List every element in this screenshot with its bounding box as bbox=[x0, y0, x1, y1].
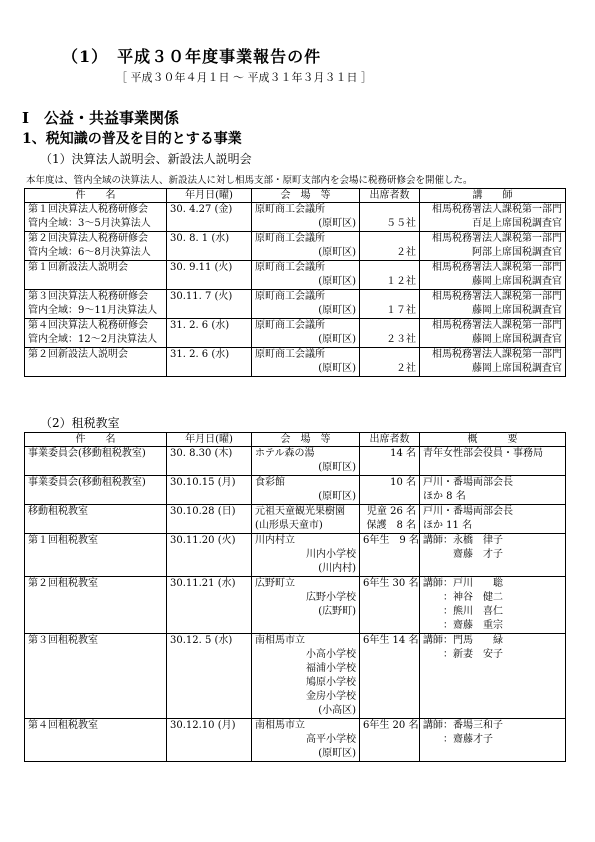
event-scope: 管内全域：9～11月決算法人 bbox=[28, 305, 158, 316]
summary-line: 講師：永橋 律子 bbox=[423, 535, 503, 546]
venue-line: 食彩館 bbox=[255, 477, 285, 488]
venue-line: 金房小学校 bbox=[306, 691, 356, 702]
lecturer-office: 相馬税務署法人課税第一部門 bbox=[432, 204, 562, 215]
venue-cell bbox=[252, 447, 360, 476]
venue-cell bbox=[252, 505, 360, 534]
lecturer-office: 相馬税務署法人課税第一部門 bbox=[432, 349, 562, 360]
table-row bbox=[25, 476, 566, 505]
table2-header-cell: 年月日(曜) bbox=[167, 433, 252, 447]
summary-line: 講師：門馬 緑 bbox=[423, 635, 503, 646]
venue-line: 広野小学校 bbox=[306, 592, 356, 603]
summary-line: 戸川・番場両部会長 bbox=[423, 477, 513, 488]
attendance-cell bbox=[360, 719, 420, 762]
summary-cell bbox=[420, 476, 566, 505]
event-name: 第２回決算法人税務研修会 bbox=[28, 233, 148, 244]
venue-line: (山形県天童市) bbox=[255, 520, 323, 531]
venue-cell bbox=[252, 203, 360, 232]
lecturer-cell bbox=[420, 290, 566, 319]
lecturer-cell bbox=[420, 348, 566, 377]
summary-line: ：齋藤 重宗 bbox=[423, 620, 503, 631]
table1-intro: 本年度は、管内全域の決算法人、新設法人に対し相馬支部・原町支部内を会場に税務研修会を開催した。 bbox=[26, 175, 473, 186]
venue-line: ホテル森の湯 bbox=[255, 448, 315, 459]
attendance-count: ２社 bbox=[396, 363, 416, 374]
table2-header-cell: 概 要 bbox=[420, 433, 566, 447]
attendance-count: １７社 bbox=[386, 305, 416, 316]
venue-line: (小高区) bbox=[318, 705, 356, 716]
table-row bbox=[25, 261, 566, 290]
attendance-cell bbox=[360, 348, 420, 377]
venue-area: (原町区) bbox=[318, 334, 356, 345]
table-row bbox=[25, 319, 566, 348]
class-name: 事業委員会(移動租税教室) bbox=[25, 476, 167, 505]
lecturer-name: 藤岡上席国税調査官 bbox=[472, 276, 562, 287]
summary-cell bbox=[420, 534, 566, 577]
venue-cell bbox=[252, 634, 360, 719]
table-row bbox=[25, 719, 566, 762]
venue-line: 南相馬市立 bbox=[255, 720, 305, 731]
venue-line: 川内小学校 bbox=[306, 549, 356, 560]
class-date: 30.10.15 (月) bbox=[167, 476, 252, 505]
venue-area: (原町区) bbox=[318, 276, 356, 287]
summary-line: ほか 11 名 bbox=[423, 520, 473, 531]
event-name-cell bbox=[25, 261, 167, 290]
table2-header-cell: 会 場 等 bbox=[252, 433, 360, 447]
attendance-line: 10 名 bbox=[390, 477, 416, 488]
table-row bbox=[25, 348, 566, 377]
table1-header-cell: 出席者数 bbox=[360, 189, 420, 203]
venue-area: (原町区) bbox=[318, 363, 356, 374]
venue-name: 原町商工会議所 bbox=[255, 320, 325, 331]
venue-area: (原町区) bbox=[318, 305, 356, 316]
lecturer-name: 藤岡上席国税調査官 bbox=[472, 334, 562, 345]
attendance-count: １２社 bbox=[386, 276, 416, 287]
report-title: （1） 平成３０年度事業報告の件 bbox=[62, 47, 322, 66]
event-name-cell bbox=[25, 319, 167, 348]
event-scope bbox=[28, 362, 163, 376]
class-date: 30.11.20 (火) bbox=[167, 534, 252, 577]
table-row bbox=[25, 634, 566, 719]
event-name: 第４回決算法人税務研修会 bbox=[28, 320, 148, 331]
attendance-cell bbox=[360, 319, 420, 348]
event-date: 30. 9.11 (火) bbox=[167, 261, 252, 290]
table1-header-cell: 会 場 等 bbox=[252, 189, 360, 203]
table2-title: （2）租税教室 bbox=[40, 416, 120, 430]
venue-line: 南相馬市立 bbox=[255, 635, 305, 646]
venue-line: 広野町立 bbox=[255, 578, 295, 589]
summary-line: ：神谷 健二 bbox=[423, 592, 503, 603]
attendance-line: 6年生 9 名 bbox=[363, 535, 419, 546]
venue-name: 原町商工会議所 bbox=[255, 349, 325, 360]
table-row bbox=[25, 534, 566, 577]
attendance-line: 6年生 14 名 bbox=[363, 635, 419, 646]
attendance-cell bbox=[360, 634, 420, 719]
venue-cell bbox=[252, 476, 360, 505]
summary-cell bbox=[420, 634, 566, 719]
lecturer-name: 藤岡上席国税調査官 bbox=[472, 363, 562, 374]
lecturer-office: 相馬税務署法人課税第一部門 bbox=[432, 233, 562, 244]
lecturer-name: 百足上席国税調査官 bbox=[472, 218, 562, 229]
lecturer-cell bbox=[420, 203, 566, 232]
summary-cell bbox=[420, 505, 566, 534]
attendance-line: 保護 8 名 bbox=[366, 520, 416, 531]
lecturer-cell bbox=[420, 261, 566, 290]
summary-cell bbox=[420, 447, 566, 476]
attendance-spacer bbox=[363, 232, 416, 246]
summary-line: ：熊川 喜仁 bbox=[423, 606, 503, 617]
venue-line: (原町区) bbox=[318, 748, 356, 759]
venue-line: 元祖天童観光果樹園 bbox=[255, 506, 345, 517]
event-name: 第２回新設法人説明会 bbox=[28, 349, 128, 360]
event-name-cell bbox=[25, 290, 167, 319]
attendance-count: ２３社 bbox=[386, 334, 416, 345]
venue-name: 原町商工会議所 bbox=[255, 291, 325, 302]
table2-header-cell: 出席者数 bbox=[360, 433, 420, 447]
summary-line: 戸川・番場両部会長 bbox=[423, 506, 513, 517]
report-period: ［ 平成３０年４月１日 ～ 平成３１年３月３１日 ］ bbox=[116, 71, 372, 84]
event-name: 第３回決算法人税務研修会 bbox=[28, 291, 148, 302]
venue-line: (原町区) bbox=[318, 491, 356, 502]
venue-cell bbox=[252, 348, 360, 377]
class-name: 事業委員会(移動租税教室) bbox=[25, 447, 167, 476]
lecturer-office: 相馬税務署法人課税第一部門 bbox=[432, 291, 562, 302]
attendance-count: ２社 bbox=[396, 247, 416, 258]
event-date: 30. 4.27 (金) bbox=[167, 203, 252, 232]
event-scope bbox=[28, 275, 163, 289]
summary-line: 青年女性部会役員・事務局 bbox=[423, 448, 543, 459]
venue-line: (広野町) bbox=[318, 606, 356, 617]
class-date: 30. 8.30 (木) bbox=[167, 447, 252, 476]
class-name: 移動租税教室 bbox=[25, 505, 167, 534]
venue-name: 原町商工会議所 bbox=[255, 262, 325, 273]
summary-line: 講師：番場三和子 bbox=[423, 720, 503, 731]
venue-name: 原町商工会議所 bbox=[255, 204, 325, 215]
table1-header-cell: 件 名 bbox=[25, 189, 167, 203]
attendance-cell bbox=[360, 261, 420, 290]
lecturer-name: 阿部上席国税調査官 bbox=[472, 247, 562, 258]
summary-cell bbox=[420, 577, 566, 634]
event-name: 第１回決算法人税務研修会 bbox=[28, 204, 148, 215]
table2-header-row bbox=[25, 433, 566, 447]
event-scope: 管内全域：6～8月決算法人 bbox=[28, 247, 151, 258]
venue-area: (原町区) bbox=[318, 218, 356, 229]
summary-line: 講師：戸川 聡 bbox=[423, 578, 503, 589]
summary-cell bbox=[420, 719, 566, 762]
venue-cell bbox=[252, 261, 360, 290]
class-date: 30.11.21 (水) bbox=[167, 577, 252, 634]
attendance-spacer bbox=[363, 290, 416, 304]
attendance-line: 6年生 30 名 bbox=[363, 578, 419, 589]
attendance-spacer bbox=[363, 319, 416, 333]
attendance-cell bbox=[360, 505, 420, 534]
event-name-cell bbox=[25, 232, 167, 261]
subsection-heading: 1、税知識の普及を目的とする事業 bbox=[22, 131, 242, 147]
class-name: 第４回租税教室 bbox=[25, 719, 167, 762]
class-date: 30.12.10 (月) bbox=[167, 719, 252, 762]
attendance-cell bbox=[360, 290, 420, 319]
table-row bbox=[25, 290, 566, 319]
class-name: 第２回租税教室 bbox=[25, 577, 167, 634]
lecturer-office: 相馬税務署法人課税第一部門 bbox=[432, 320, 562, 331]
event-name-cell bbox=[25, 348, 167, 377]
venue-cell bbox=[252, 719, 360, 762]
attendance-spacer bbox=[363, 261, 416, 275]
attendance-cell bbox=[360, 534, 420, 577]
class-name: 第１回租税教室 bbox=[25, 534, 167, 577]
venue-line: 小高小学校 bbox=[306, 649, 356, 660]
table-row bbox=[25, 505, 566, 534]
attendance-spacer bbox=[363, 203, 416, 217]
table-row bbox=[25, 232, 566, 261]
venue-cell bbox=[252, 290, 360, 319]
tax-class-table bbox=[24, 432, 566, 762]
venue-name: 原町商工会議所 bbox=[255, 233, 325, 244]
lecturer-cell bbox=[420, 319, 566, 348]
class-date: 30.10.28 (日) bbox=[167, 505, 252, 534]
attendance-cell bbox=[360, 476, 420, 505]
table1-title: （1）決算法人説明会、新設法人説明会 bbox=[40, 152, 252, 166]
venue-line: 川内村立 bbox=[255, 535, 295, 546]
lecturer-cell bbox=[420, 232, 566, 261]
venue-line: 鳩原小学校 bbox=[306, 677, 356, 688]
table1-header-cell: 講 師 bbox=[420, 189, 566, 203]
section-heading: Ⅰ 公益・共益事業関係 bbox=[22, 109, 180, 127]
venue-cell bbox=[252, 319, 360, 348]
attendance-spacer bbox=[363, 348, 416, 362]
event-date: 30. 8. 1 (水) bbox=[167, 232, 252, 261]
table-row bbox=[25, 203, 566, 232]
table2-header-cell: 件 名 bbox=[25, 433, 167, 447]
table1-header-row bbox=[25, 189, 566, 203]
table1-header-cell: 年月日(曜) bbox=[167, 189, 252, 203]
venue-cell bbox=[252, 534, 360, 577]
attendance-line: 14 名 bbox=[390, 448, 416, 459]
summary-line: ほか 8 名 bbox=[423, 491, 466, 502]
class-date: 30.12. 5 (水) bbox=[167, 634, 252, 719]
event-name-cell bbox=[25, 203, 167, 232]
attendance-line: 6年生 20 名 bbox=[363, 720, 419, 731]
table-row bbox=[25, 447, 566, 476]
seminar-table bbox=[24, 188, 566, 377]
table-row bbox=[25, 577, 566, 634]
venue-line: 高平小学校 bbox=[306, 734, 356, 745]
summary-line: ：新妻 安子 bbox=[423, 649, 503, 660]
venue-cell bbox=[252, 577, 360, 634]
attendance-count: ５５社 bbox=[386, 218, 416, 229]
venue-line: (川内村) bbox=[318, 563, 356, 574]
attendance-cell bbox=[360, 447, 420, 476]
attendance-cell bbox=[360, 203, 420, 232]
summary-line: ：齋藤才子 bbox=[423, 734, 493, 745]
summary-line: 齋藤 才子 bbox=[423, 549, 503, 560]
event-date: 31. 2. 6 (水) bbox=[167, 319, 252, 348]
event-scope: 管内全域：3～5月決算法人 bbox=[28, 218, 151, 229]
venue-line: 福浦小学校 bbox=[306, 663, 356, 674]
event-date: 30.11. 7 (火) bbox=[167, 290, 252, 319]
lecturer-name: 藤岡上席国税調査官 bbox=[472, 305, 562, 316]
venue-cell bbox=[252, 232, 360, 261]
event-scope: 管内全域：12～2月決算法人 bbox=[28, 334, 158, 345]
attendance-cell bbox=[360, 577, 420, 634]
event-date: 31. 2. 6 (水) bbox=[167, 348, 252, 377]
lecturer-office: 相馬税務署法人課税第一部門 bbox=[432, 262, 562, 273]
event-name: 第１回新設法人説明会 bbox=[28, 262, 128, 273]
attendance-cell bbox=[360, 232, 420, 261]
venue-line: (原町区) bbox=[318, 462, 356, 473]
class-name: 第３回租税教室 bbox=[25, 634, 167, 719]
attendance-line: 児童 26 名 bbox=[366, 506, 416, 517]
venue-area: (原町区) bbox=[318, 247, 356, 258]
